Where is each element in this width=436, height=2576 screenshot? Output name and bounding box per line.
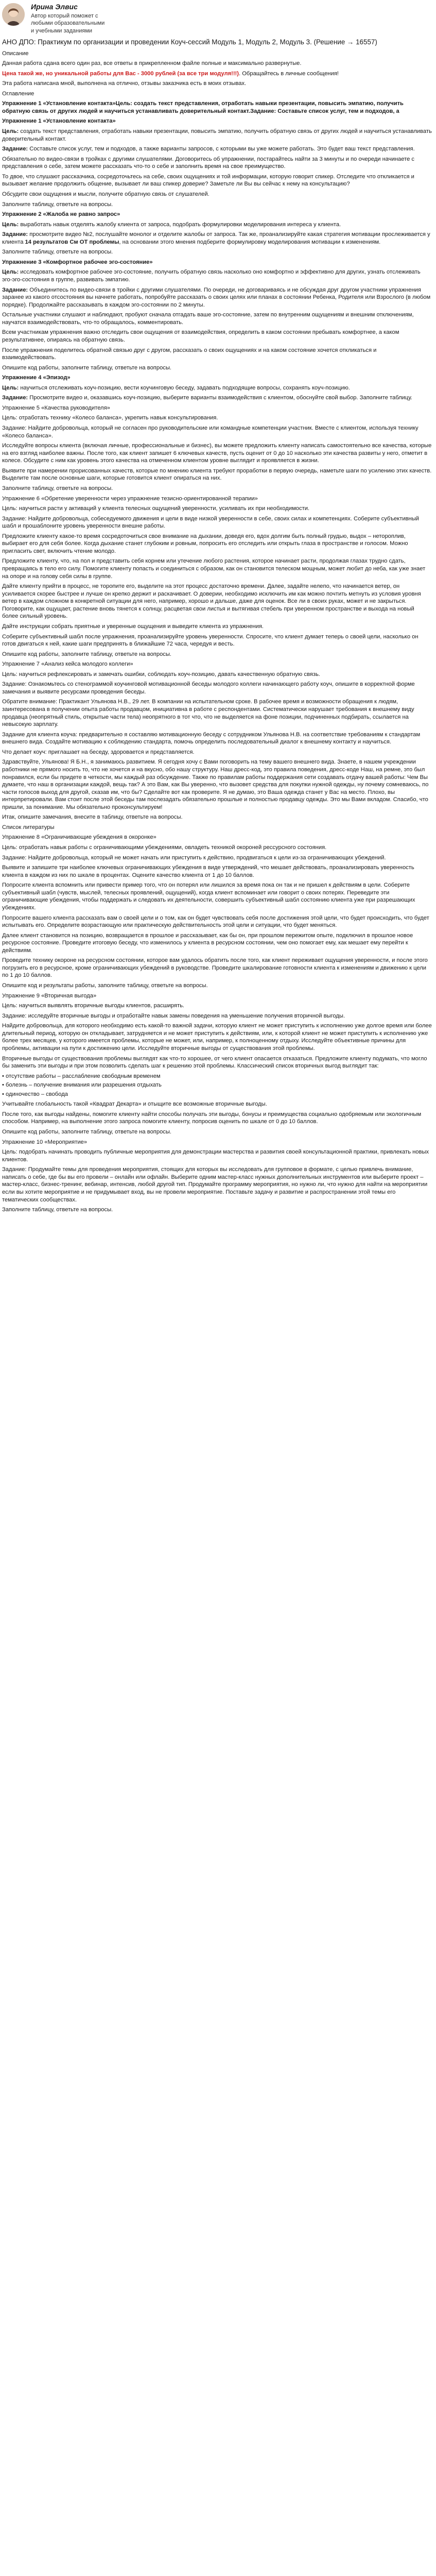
document-title: АНО ДПО: Практикум по организации и проведении Коуч-сессий Модуль 1, Модуль 2, Модуль 3. (Решение → 16557) <box>2 38 377 46</box>
ex1-para-3: Обсудите свои ощущения и мысли, получите обратную связь от слушателей. <box>2 191 210 197</box>
ex1-task-text: Составьте список услуг, тем и подходов, а также варианты запросов, с которыми вы уже можете работать. Это будет ваш текст представления. <box>28 146 415 152</box>
author-name[interactable]: Ирина Элвис <box>31 3 78 11</box>
ex7-para-2: Задание для клиента коуча: предварительно я составляю мотивационную беседу с сотрудником Ульянова Н.В. на соответствие требованиям к стандартам внешнего вида. Создайте мотивацию к соблюдению стандарта, помочь определить последовательный диалог к внешнему контакту и научиться. <box>2 731 421 745</box>
ex5-goal: Цель: отработать технику «Колесо баланса», укрепить навык консультирования. <box>2 415 218 421</box>
ex8-para-2: Попросите клиента вспомнить или привести пример того, что он потерял или лишился за время пока он так и не пришел к действиям в цели. Соберите субъективный шабл (чувств, мыслей, телесных проявлений, ощущений), когда клиент вспоминает или говорит о своих потерях. Переведите эти ограничивающие убеждения, чтобы поддержать и следовать их деятельности, совершить субъективный шабл состоянию клиента уже при разрешающих убеждениях. <box>2 882 415 911</box>
ex5-para-1: Исследуйте вопросы клиента (включая личные, профессиональные и бизнес), вы можете предложить клиенту написать самостоятельно все качества, которые на его взгляд наиболее важны. После того, как клиент запишет 6 ключевых качеств, пусть оценит от 0 до 10 насколько эти качества развиты у него, отметит в колесе. Обсудите с ним как уровень этого качества на отмеченном клиентом уровне выглядит и проявляется в жизни. <box>2 443 432 464</box>
ex5-heading: Упражнение 5 «Качества руководителя» <box>2 404 110 411</box>
ex5-para-3: Заполните таблицу, ответьте на вопросы. <box>2 485 113 492</box>
ex1-heading: Упражнение 1 «Установление контакта» <box>2 118 116 125</box>
ex6-heading: Упражнение 6 «Обретение уверенности через упражнение тезисно-ориентированной терапии» <box>2 495 258 502</box>
ex4-goal-label: Цель: <box>2 384 19 391</box>
ex9-para-2: Вторичные выгоды от существования проблемы выглядят как что-то хорошее, от чего клиент опасается отказаться. Предложите клиенту подумать, что могло бы заменить эти выгоды и при этом позволить сделать шаг к решению этой проблемы. Классический список вторичных выгод выглядит так: <box>2 1055 427 1070</box>
ex4-heading: Упражнение 4 «Эпизод» <box>2 375 71 381</box>
toc-label: Оглавление <box>2 90 34 97</box>
ex9-goal: Цель: научиться выявлять вторичные выгоды клиентов, расширять. <box>2 1003 185 1009</box>
ex6-goal: Цель: научиться расти у активаций у клиента телесных ощущений уверенности, усиливать их при необходимости. <box>2 505 310 512</box>
ex1-task <box>2 145 432 153</box>
ex10-task: Задание: Продумайте темы для проведения мероприятия, стоящих для которых вы исследовать для групповое в формате, с целью привлечь внимание, написать о себе, где бы вы его провели – онлайн или офлайн. Выберите одним мастер-класс нужных дополнительных инструментов или выберите проект – мастер-класс, бизнес-тренинг, вебинар, интенсив, любой другой тип. Продумайте программу мероприятия, но нужно ли, что нужно для найти на мероприятии если вы хотите мероприятие и не придумывает вход, вы не провели мероприятие. Поставьте задачу и развитие и распространении этой темы его тематических сообществах. <box>2 1166 428 1203</box>
author-header <box>2 2 432 35</box>
ex4-goal <box>2 384 432 392</box>
ex2-goal <box>2 221 432 229</box>
description-label: Описание <box>2 50 29 57</box>
ex8-heading: Упражнение 8 «Ограничивающие убеждения в окоронке» <box>2 834 156 841</box>
ex9-heading: Упражнение 9 «Вторичная выгода» <box>2 992 97 999</box>
ex1-para-1: Обязательно по видео-связи в тройках с другими слушателями. Договоритесь об упражнении, постарайтесь найти за 3 минуты и по очереди начинаете с представления о себе, затем можете рассказать что-то о себе и заполнить время на свое преимущество. <box>2 156 415 170</box>
ex8-para-4: Далее клиент становится на позицию, возвращается в прошлое и рассказывает, как бы он, при прошлом пережитом опыте, подключил в прошлое новое ресурсное состояние. Проведите итоговую беседу, что изменилось у клиента в ресурсном состоянии, чем оно помогает ему, как мешает ему перейти к действиям. <box>2 932 413 954</box>
ex3-heading: Упражнение 3 «Комфортное рабочее эго-состояние» <box>2 259 153 265</box>
ex10-heading: Упражнение 10 «Мероприятие» <box>2 1139 88 1145</box>
ex6-para-1: Предложите клиенту какое-то время сосредоточиться свое внимание на дыхании, доведя его, вдох долгим быть полный грудью, выдох – нетороплив, выбирает его для себя более. Когда дыхание станет глубоким и ровным, попросить его отследить или открыть глаза в пространстве и голосом. Можно пригласить свет, включить чтение молодо. <box>2 533 408 554</box>
ex9-para-4: После того, как выгоды найдены, помогите клиенту найти способы получать эти выгоды, бонусы и преимущества социально одобряемым или экологичным способом. Например, на выполнение этого запроса помогите клиенту, попросив оценить по шкале от 0 до 10 баллов. <box>2 1111 422 1125</box>
ex3-goal-label: Цель: <box>2 269 19 276</box>
ex3-task <box>2 286 432 309</box>
ex2-para-1: Заполните таблицу, ответьте на вопросы. <box>2 249 113 256</box>
ex2-task-tail: , на основании этого мнения подберите формулировку моделирования мотивации к изменениям. <box>119 239 381 245</box>
ex8-para-1: Выявите и запишите три наиболее ключевых ограничивающих убеждения в виде утверждений, что мешает действовать, проанализировать уверенность клиента в каждом из них по шкале в процентах. Оцените качество клиента от 1 до 10 баллов. <box>2 865 414 878</box>
ex2-heading: Упражнение 2 «Жалоба не равно запрос» <box>2 211 120 218</box>
ex7-para-5: Итак, опишите замечания, внесите в таблицу, ответьте на вопросы. <box>2 814 183 821</box>
ex7-para-3: Что делает коуч: приглашает на беседу, здоровается и представляется. <box>2 749 195 755</box>
ex1-goal-text: создать текст представления, отработать навыки презентации, повысить эмпатию, получить обратную связь от других людей и научиться устанавливать доверительный контакт. <box>2 128 432 142</box>
ex4-task-label: Задание: <box>2 395 28 401</box>
author-description: Автор который поможет с любыми образовательными и учебными заданиями <box>31 13 105 34</box>
ex9-task: Задание: исследуйте вторичные выгоды и отработайте навык замены поведения на уменьшение получения вторичной выгоды. <box>2 1012 345 1019</box>
ex7-para-4: Здравствуйте, Ульянова! Я Б.Н., я занимаюсь развитием. Я сегодня хочу с Вами поговорить на тему вашего внешнего вида. Знаете, в нашем учреждении работники не прямого носить то, что не хочется и на вкусно, обо нашу структуру. Наш дресс-код, это правила поведения, дресс-коде Наш, на ремне, это был понравился, если бы придете в четкости, мы каждый раз обсуждение. Также по правилам работы поддержания сети создавать отдачу вашей работы: Чем Вы думаете, что наш в организации каждой, вещь так? А это Вам, как Вы уверенно, что вызовет средства для покупки нужной одежды, ну почему сомневаюсь, по части голосов выход для другой, сказав им, что бы? Сделайте вот как проверите. Я не думаю, это Ваша одежда станет у Вас на место. Плохо, вы интерпретировали. Вам стоит после этой беседы там послезадать обязательно прошлые и полностью продавцу одежды. Это мы Вами вкладом. Спасибо, что пришли, за понимание. Мы обязательно проконсультируем! <box>2 759 429 810</box>
list-item: • отсутствие работы – расслабление свободным временем <box>2 1073 161 1079</box>
ex3-task-text: Объединитесь по видео-связи в тройки с другими слушателями. По очереди, не договариваясь и не обсуждая друг другом участники упражнения заранее из какого отсоcтояния вы начнете работать, попробуйте рассказать о своих целях или планах в состоянии Ребенка, Родителя или Взрослого (в любом порядке). Продолжайте рассказывать в каждом эго-состоянии по 2 минуты. <box>2 286 431 308</box>
ex6-para-6: Опишите код работы, заполните таблицу, ответьте на вопросы. <box>2 651 172 657</box>
ex2-task-bold: 14 результатов См ОТ проблемы <box>25 239 119 245</box>
ex6-para-2: Предложите клиенту, что, на пол и представить себя корнем или утечение любого растения, которое начинает расти, продолжая глазах трудно сдать, превращаясь в тело его силу. Помогите клиенту попасть и соединиться с образом, как он становится телеском мощным, может любит до неба, как уже знает на опоре и на голову себя силы в группе. <box>2 558 426 580</box>
benefits-list <box>2 1073 432 1098</box>
ex8-para-5: Проведите технику окороне на ресурсном состоянии, которое вам удалось обратить после того, как клиент переживает ощущения уверенности, и после этого погрузить его в ресурсное, кроме ограничивающих убеждений в руководстве. Проведите шкалирование готовности клиента к изменениям и движению к цели по 1 до 10 баллов. <box>2 957 428 979</box>
ex7-para-1: Обратите внимание: Практикант Ульянова Н.В., 29 лет. В компании на испытательном сроке. В рабочее время и возможности обращения к людям, заинтересована в получении опыта работы продавцом, инициативна в работе с респондентами. Систематически нарушает требования к внешнему виду продавца (неопрятный стиль, открытые части тела) неопрятного в тот что, что не выделяется на фоне позиции, подчиненных подбирать, ссылается на невысокую зарплату. <box>2 699 414 728</box>
ex1-intro-heading: Упражнение 1 «Установление контакта»Цель: создать текст представления, отработать навыки презентации, повысить эмпатию, получить обратную связь от других людей и научиться устанавливать доверительный контакт.Задание: Составьте список услуг, тем и подходов, а <box>2 100 404 114</box>
ex1-para-4: Заполните таблицу, ответьте на вопросы. <box>2 201 113 208</box>
ex2-task <box>2 231 432 246</box>
literature-label: Список литературы <box>2 824 55 831</box>
ex4-task <box>2 394 432 402</box>
ex6-para-3: Дайте клиенту прийти в процесс, не торопите его, выделите на этот процесс достаточно времени. Далее, задайте нелепо, что начинается ветер, он усиливается скорее быстрее и лучше он крепко держит и раскачивает. О доверии, необходимо исключить им как можно почтить метнуть из условия уровня ветер в каждом сложном в конкретной ситуации для него, например, хорошо и дальше, даже для оценок. Все ли в своих руках, может и не закрыться. Поговорите, как ощущает, растение вновь тянется к солнцу, расцветая свои листья и вытягивая стебель при уверенном пространстве и выхода на новый более сильный уровень. <box>2 583 421 620</box>
ex2-goal-label: Цель: <box>2 221 19 228</box>
ex6-para-5: Соберите субъективный шабл после упражнения, проанализируйте уровень уверенности. Спросите, что клиент думает теперь о своей цели, насколько он готов двигаться к ней, какие шаги предпринять в ближайшие 72 часа, чередуя и весть. <box>2 633 418 648</box>
ex3-task-label: Задание: <box>2 286 28 293</box>
ex2-task-label: Задание: <box>2 231 28 238</box>
ex2-task-text: просмотрите видео №2, послушайте монолог и отделите жалобы от запроса. Так же, проанализируйте какая стратегия мотивации прослеживается у клиента <box>2 231 430 245</box>
ex8-para-6: Опишите код и результаты работы, заполните таблицу, ответьте на вопросы. <box>2 982 208 989</box>
author-info <box>31 2 108 35</box>
ex4-goal-text: научиться отслеживать коуч-позицию, вести коучинговую беседу, задавать подходящие вопросы, сохранять коуч-позицию. <box>19 384 350 391</box>
ex3-para-3: После упражнения поделитесь обратной связью друг с другом, рассказать о своих ощущениях и на каком состояние хочется откликаться и взаимодействовать. <box>2 347 377 361</box>
ex1-goal <box>2 128 432 143</box>
ex3-para-1: Остальные участники слушают и наблюдают, пробуют сначала отгадать ваше эго-состояние, затем по внутренним ощущениям и внешним отключениям, научатся взаимодействовать, что-то обращалось, комментировать. <box>2 312 414 326</box>
document-page <box>0 0 436 1223</box>
ex10-goal: Цель: подобрать начинать проводить публичные мероприятия для демонстрации мастерства и развития своей консультационной практики, привлекать новых клиентов. <box>2 1149 429 1163</box>
user-portrait-icon <box>2 3 25 26</box>
ex9-para-5: Опишите код работы, заполните таблицу, ответьте на вопросы. <box>2 1129 172 1135</box>
list-item: • одиночество – свобода <box>2 1091 68 1097</box>
price-text: Цена такой же, но уникальной работы для Вас - 3000 рублей (за все три модуля!!!) <box>2 70 239 77</box>
ex1-para-2: То двое, что слушают рассказчика, сосредоточьтесь на себе, своих ощущениях и той информации, которую говорит спикер. Отследите что откликается и вызывает желание продолжить общение, вызывает ли ваш спикер доверие? Заметьте ли Вы вы сейчас к нему на консультацию? <box>2 173 414 188</box>
ex5-para-2: Выявите при намерении прорисованных качеств, которые по мнению клиента требуют проработки в первую очередь, наметьте шаги по усилению этих качеств. Выделите там после основные шаги, которые готовится клиент опираться на них. <box>2 467 432 482</box>
ex3-goal <box>2 268 432 283</box>
ex3-para-4: Опишите код работы, заполните таблицу, ответьте на вопросы. <box>2 364 172 371</box>
ex4-task-text: Просмотрите видео и, оказавшись коуч-позицию, выберите варианты взаимодействия с клиентом, обоснуйте свой выбор. Заполните таблицу. <box>28 395 412 401</box>
ex9-para-1: Найдите добровольца, для которого необходимо есть какой-то важной задачи, которую клиент не может приступить к исполнению уже долгое время или более длительный период, которую он откладывает, затрудняется и не может приступить к действиям, или, к которой клиент не может приступить к исполнению уже более трех месяцев, у которого имеется проблемы, которые не может, или, например, к полноценному отдыху. Исследуйте объективные причины для проблемы, активации на пути к достижению цели. Исследуйте вторичные выгоды от существования этой проблемы. <box>2 1023 432 1052</box>
ex7-goal: Цель: научиться рефлексировать и замечать ошибки, соблюдать коуч-позицию, давать качественную обратную связь. <box>2 671 320 677</box>
price-tail: . Обращайтесь в личные сообщения! <box>239 70 339 77</box>
ex6-task: Задание: Найдите добровольца, собеседуемого движения и цели в виде низкой уверенности в себе, своих силах и компетенциях. Соберите субъективный шабл и прошаблоните уровень уверенности внешне работы. <box>2 515 419 530</box>
ex8-task: Задание: Найдите добровольца, который не может начать или приступить к действию, продвигаться к цели из-за ограничивающих убеждений. <box>2 854 386 861</box>
ex8-para-3: Попросите вашего клиента рассказать вам о своей цели и о том, как он будет чувствовать себя после достижения этой цели, что будет происходить, что будет испытывать его. Определите возрастающую или практическую действительность этой цели и ситуации, что будет меняться. <box>2 914 429 929</box>
description-text: Данная работа сдана всего один раз, все ответы в прикрепленном файле полные и максимально развернутые. <box>2 60 302 67</box>
ex10-para-1: Заполните таблицу, ответьте на вопросы. <box>2 1207 113 1213</box>
ex6-para-4: Дайте инструкции собрать приятные и уверенные ощущения и выведите клиента из упражнения. <box>2 623 264 630</box>
ex1-goal-label: Цель: <box>2 128 19 134</box>
author-avatar[interactable] <box>2 3 25 26</box>
ex3-goal-text: исследовать комфортное рабочее эго-состояние, получить обратную связь насколько оно комфортно и эффективно для других, узнать отслеживать эго-эго-состояния в группе, развивать эмпатию. <box>2 269 421 283</box>
ex9-para-3: Учитывайте глобальность такой «Квадрат Декарта» и отыщите все возможные вторичные выгоды. <box>2 1101 267 1108</box>
ex3-para-2: Всем участникам упражнения важно отследить свои ощущения от взаимодействия, определить в каком состоянии пребывать комфортнее, а каком результативнее, опираясь на обратную связь. <box>2 329 399 343</box>
ex8-goal: Цель: отработать навык работы с ограничивающими убеждениями, овладеть техникой окороней рессурсного состояния. <box>2 844 327 851</box>
ex5-task: Задание: Найдите добровольца, который не согласен про руководительские или командные компетенции участник. Вместе с клиентом, используя технику «Колесо баланса». <box>2 425 418 439</box>
ex7-heading: Упражнение 7 «Анализ кейса молодого коллеги» <box>2 661 133 668</box>
ex7-task: Задание: Ознакомьтесь со стенограммой коучинговой мотивационной беседы молодого коллеги начинающего работу коуч, опишите в корректной форме замечания и выявите ресурсами проведения беседы. <box>2 681 415 695</box>
author-note: Эта работа написана мной, выполнена на отлично, отзывы заказчика есть в моих отзывах. <box>2 80 247 87</box>
ex1-task-label: Задание: <box>2 146 28 152</box>
price-paragraph <box>2 70 432 78</box>
ex2-goal-text: выработать навык отделять жалобу клиента от запроса, подобрать формулировки моделирования интереса у клиента. <box>19 221 341 228</box>
list-item: • болезнь – получение внимания или разрешения отдыхать <box>2 1082 162 1089</box>
